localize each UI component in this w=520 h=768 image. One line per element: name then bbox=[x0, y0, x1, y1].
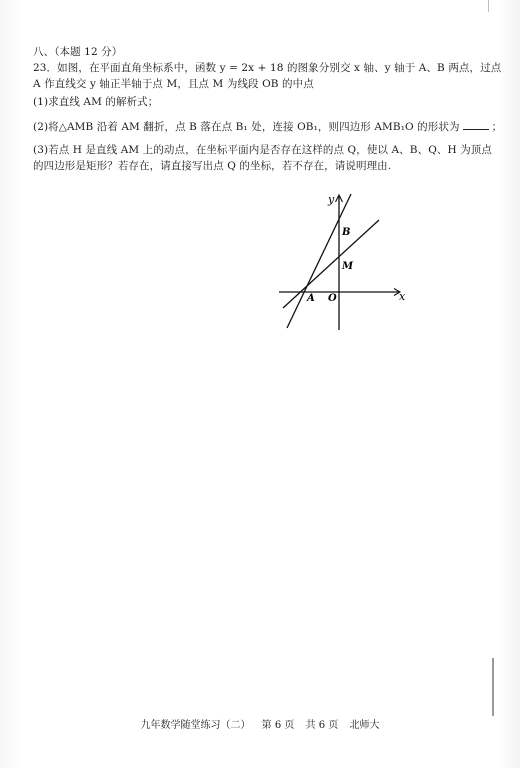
question-2 bbox=[33, 120, 502, 134]
label-b: B bbox=[342, 227, 351, 238]
label-m: M bbox=[342, 261, 354, 272]
scan-edge-mark bbox=[492, 658, 494, 716]
problem-stem-line-1: 23．如图，在平面直角坐标系中，函数 y = 2x + 18 的图象分别交 x 轴、y 轴于 A、B 两点，过点 bbox=[33, 62, 502, 74]
coordinate-figure bbox=[275, 190, 415, 335]
scan-mark bbox=[488, 0, 489, 12]
footer-edition: 北师大 bbox=[349, 720, 380, 731]
footer-title: 九年数学随堂练习（二） bbox=[140, 720, 251, 731]
label-o: O bbox=[328, 293, 337, 304]
question-1: (1)求直线 AM 的解析式； bbox=[33, 96, 159, 108]
question-2-end: ； bbox=[491, 121, 503, 133]
question-3-line-2: 的四边形是矩形？若存在，请直接写出点 Q 的坐标，若不存在，请说明理由. bbox=[33, 160, 392, 172]
section-heading: 八、（本题 12 分） bbox=[33, 46, 123, 58]
label-y: y bbox=[328, 193, 335, 206]
question-2-text: (2)将△AMB 沿着 AM 翻折，点 B 落在点 B₁ 处，连接 OB₁，则四边形 AMB₁O 的形状为 bbox=[33, 121, 460, 133]
question-3-line-1: (3)若点 H 是直线 AM 上的动点，在坐标平面内是否存在这样的点 Q，使以 A、B、Q、H 为顶点 bbox=[33, 144, 492, 156]
footer-total: 共 6 页 bbox=[305, 720, 339, 731]
label-a: A bbox=[307, 293, 315, 304]
page-footer bbox=[0, 716, 520, 731]
label-x: x bbox=[399, 290, 406, 303]
footer-page: 第 6 页 bbox=[261, 720, 295, 731]
problem-stem-line-2: A 作直线交 y 轴正半轴于点 M，且点 M 为线段 OB 的中点 bbox=[33, 78, 314, 90]
answer-blank bbox=[463, 120, 489, 130]
